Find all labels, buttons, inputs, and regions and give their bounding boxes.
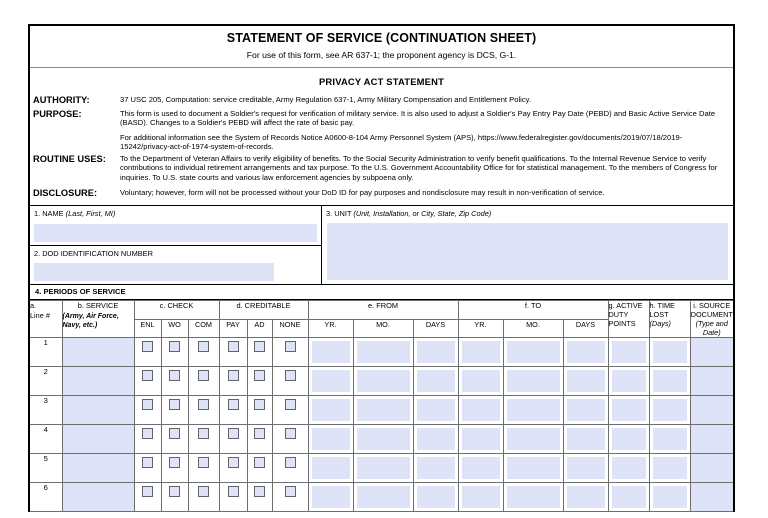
- header-time-lost-hint: (Days): [649, 319, 671, 329]
- row-to-days-value: [567, 428, 605, 450]
- row-to-month-value: [507, 486, 560, 508]
- row-checkbox-ad[interactable]: [247, 367, 272, 396]
- row-time-lost-value: [653, 341, 687, 363]
- header-service-text: b. SERVICE: [77, 301, 119, 311]
- row-time-lost-input[interactable]: [649, 425, 690, 454]
- row-from-month-input[interactable]: [353, 367, 413, 396]
- row-checkbox-com[interactable]: [188, 483, 219, 512]
- unit-input[interactable]: [327, 223, 728, 280]
- form-title-block: [30, 26, 733, 68]
- row-from-days-value: [417, 370, 455, 392]
- identification-left-column: [30, 206, 322, 284]
- row-to-days-value: [567, 457, 605, 479]
- row-from-month-input[interactable]: [353, 425, 413, 454]
- row-line-number: 6: [30, 483, 62, 512]
- row-to-year-input[interactable]: [458, 454, 503, 483]
- row-from-days-value: [417, 457, 455, 479]
- row-checkbox-enl[interactable]: [134, 338, 161, 367]
- row-line-number: 2: [30, 367, 62, 396]
- privacy-routine-uses-row: [30, 154, 733, 183]
- row-from-month-value: [357, 457, 410, 479]
- table-row: [30, 367, 733, 396]
- row-from-month-value: [357, 370, 410, 392]
- routine-uses-label: ROUTINE USES:: [33, 153, 106, 164]
- row-from-days-value: [417, 428, 455, 450]
- table-row: [30, 483, 733, 512]
- checkbox-ad-icon[interactable]: [254, 457, 265, 468]
- row-checkbox-wo[interactable]: [161, 483, 188, 512]
- checkbox-ad-icon[interactable]: [254, 370, 265, 381]
- row-to-days-input[interactable]: [563, 396, 608, 425]
- checkbox-wo-icon[interactable]: [169, 428, 180, 439]
- table-row: [30, 396, 733, 425]
- row-from-days-input[interactable]: [413, 396, 458, 425]
- row-checkbox-wo[interactable]: [161, 425, 188, 454]
- row-from-month-input[interactable]: [353, 396, 413, 425]
- form-sheet: [28, 24, 735, 512]
- row-to-days-value: [567, 341, 605, 363]
- purpose-paragraph-1: This form is used to document a Soldier's request for verification of military service. It is also used to adjust a Soldier's Pay Entry Pay Date (PEBD) and Basic Active Service Date (BASD). Changes to a Soldier's PEBD will affect the rate of basic pay.: [120, 108, 716, 128]
- row-source-document-input[interactable]: [690, 396, 733, 425]
- row-checkbox-none[interactable]: [272, 425, 308, 454]
- header-from-yr: YR.: [308, 319, 353, 338]
- row-checkbox-ad[interactable]: [247, 338, 272, 367]
- checkbox-wo-icon[interactable]: [169, 457, 180, 468]
- header-service: [62, 301, 134, 338]
- row-checkbox-none[interactable]: [272, 338, 308, 367]
- privacy-act-heading: PRIVACY ACT STATEMENT: [318, 76, 445, 87]
- header-source-document-hint: (Type and Date): [695, 319, 728, 338]
- row-active-duty-points-input[interactable]: [608, 483, 649, 512]
- row-active-duty-points-input[interactable]: [608, 338, 649, 367]
- row-from-month-input[interactable]: [353, 338, 413, 367]
- row-from-year-input[interactable]: [308, 483, 353, 512]
- row-from-year-value: [312, 341, 350, 363]
- table-header-group-row: [30, 301, 733, 320]
- row-from-year-value: [312, 399, 350, 421]
- header-line-number: [30, 301, 62, 338]
- row-checkbox-ad[interactable]: [247, 483, 272, 512]
- checkbox-enl-icon[interactable]: [142, 486, 153, 497]
- row-to-month-input[interactable]: [503, 367, 563, 396]
- row-to-month-value: [507, 341, 560, 363]
- row-active-duty-points-value: [612, 486, 646, 508]
- authority-label: AUTHORITY:: [33, 95, 90, 105]
- row-from-month-input[interactable]: [353, 454, 413, 483]
- row-service-input[interactable]: [62, 425, 134, 454]
- row-to-year-value: [462, 486, 500, 508]
- purpose-text: [120, 109, 733, 152]
- row-active-duty-points-value: [612, 341, 646, 363]
- row-to-days-value: [567, 486, 605, 508]
- checkbox-ad-icon[interactable]: [254, 399, 265, 410]
- row-checkbox-enl[interactable]: [134, 396, 161, 425]
- checkbox-pay-icon[interactable]: [228, 399, 239, 410]
- row-active-duty-points-input[interactable]: [608, 425, 649, 454]
- row-to-year-value: [462, 457, 500, 479]
- unit-label: [326, 209, 730, 218]
- row-checkbox-enl[interactable]: [134, 483, 161, 512]
- disclosure-label: DISCLOSURE:: [33, 187, 98, 198]
- purpose-label: PURPOSE:: [33, 108, 82, 119]
- row-from-year-input[interactable]: [308, 338, 353, 367]
- checkbox-none-icon[interactable]: [285, 370, 296, 381]
- row-checkbox-com[interactable]: [188, 396, 219, 425]
- checkbox-com-icon[interactable]: [198, 341, 209, 352]
- privacy-authority-row: [30, 95, 733, 107]
- row-checkbox-ad[interactable]: [247, 454, 272, 483]
- header-check-group: c. CHECK: [134, 301, 219, 320]
- checkbox-ad-icon[interactable]: [254, 486, 265, 497]
- row-to-year-input[interactable]: [458, 396, 503, 425]
- row-to-days-input[interactable]: [563, 454, 608, 483]
- unit-label-hint: (Unit, Installation, or City, State, Zip Code): [353, 209, 492, 219]
- checkbox-pay-icon[interactable]: [228, 341, 239, 352]
- row-to-month-input[interactable]: [503, 454, 563, 483]
- periods-table-body: [30, 338, 733, 512]
- row-checkbox-com[interactable]: [188, 425, 219, 454]
- row-to-month-input[interactable]: [503, 338, 563, 367]
- header-active-duty-points: g. ACTIVE DUTY POINTS: [608, 301, 649, 338]
- privacy-act-statement: [30, 68, 733, 206]
- row-active-duty-points-value: [612, 370, 646, 392]
- row-to-month-value: [507, 399, 560, 421]
- row-to-year-input[interactable]: [458, 367, 503, 396]
- row-checkbox-none[interactable]: [272, 396, 308, 425]
- checkbox-pay-icon[interactable]: [228, 486, 239, 497]
- row-active-duty-points-value: [612, 399, 646, 421]
- header-to-mo: MO.: [503, 319, 563, 338]
- header-source-document-text: i. SOURCE DOCUMENT: [690, 301, 733, 320]
- row-from-days-input[interactable]: [413, 338, 458, 367]
- header-check-wo: WO: [161, 319, 188, 338]
- row-from-month-input[interactable]: [353, 483, 413, 512]
- name-field-cell: [30, 206, 321, 246]
- header-to-days: DAYS: [563, 319, 608, 338]
- dod-id-input[interactable]: [34, 263, 274, 281]
- checkbox-wo-icon[interactable]: [169, 370, 180, 381]
- checkbox-enl-icon[interactable]: [142, 457, 153, 468]
- checkbox-com-icon[interactable]: [198, 428, 209, 439]
- table-row: [30, 338, 733, 367]
- checkbox-wo-icon[interactable]: [169, 399, 180, 410]
- row-active-duty-points-input[interactable]: [608, 454, 649, 483]
- checkbox-pay-icon[interactable]: [228, 457, 239, 468]
- table-row: [30, 454, 733, 483]
- checkbox-com-icon[interactable]: [198, 370, 209, 381]
- page-title: STATEMENT OF SERVICE (CONTINUATION SHEET): [226, 31, 537, 45]
- name-label-text: 1. NAME: [34, 209, 64, 219]
- header-line-a: a.: [30, 301, 37, 311]
- row-from-month-value: [357, 341, 410, 363]
- row-from-year-value: [312, 370, 350, 392]
- row-to-year-value: [462, 399, 500, 421]
- authority-text: 37 USC 205, Computation: service creditable, Army Regulation 637-1, Army Military Compensation and Entitlement Policy.: [120, 95, 531, 104]
- privacy-disclosure-row: [30, 188, 733, 200]
- row-line-number: 4: [30, 425, 62, 454]
- row-checkbox-pay[interactable]: [219, 425, 247, 454]
- row-checkbox-com[interactable]: [188, 367, 219, 396]
- row-to-month-input[interactable]: [503, 396, 563, 425]
- row-from-days-input[interactable]: [413, 425, 458, 454]
- row-checkbox-wo[interactable]: [161, 367, 188, 396]
- checkbox-com-icon[interactable]: [198, 457, 209, 468]
- row-checkbox-enl[interactable]: [134, 367, 161, 396]
- checkbox-enl-icon[interactable]: [142, 428, 153, 439]
- header-from-days: DAYS: [413, 319, 458, 338]
- row-checkbox-pay[interactable]: [219, 367, 247, 396]
- identification-fields: [30, 206, 733, 285]
- checkbox-com-icon[interactable]: [198, 486, 209, 497]
- row-time-lost-value: [653, 370, 687, 392]
- routine-uses-text: To the Department of Veteran Affairs to verify eligibility of benefits. To the Social Security Administration to verify benefit qualifications. To the Internal Revenue Service to verify contributions to individual retirement arrangements and tax purpose. To the U.S. Government Accountability Office for for statistical management. To the members of Congress for inquiries. To U.S. state courts and various law enforcement agencies by subpoena only.: [120, 153, 718, 183]
- row-time-lost-value: [653, 486, 687, 508]
- header-creditable-ad: AD: [247, 319, 272, 338]
- row-to-month-input[interactable]: [503, 425, 563, 454]
- row-time-lost-value: [653, 457, 687, 479]
- checkbox-enl-icon[interactable]: [142, 399, 153, 410]
- row-to-days-value: [567, 399, 605, 421]
- row-to-days-input[interactable]: [563, 483, 608, 512]
- row-checkbox-wo[interactable]: [161, 454, 188, 483]
- unit-field-cell: [322, 206, 733, 284]
- row-source-document-input[interactable]: [690, 483, 733, 512]
- row-from-days-input[interactable]: [413, 454, 458, 483]
- periods-of-service-table: [30, 300, 733, 512]
- checkbox-none-icon[interactable]: [285, 341, 296, 352]
- row-checkbox-pay[interactable]: [219, 338, 247, 367]
- row-time-lost-input[interactable]: [649, 338, 690, 367]
- row-to-days-input[interactable]: [563, 338, 608, 367]
- row-source-document-input[interactable]: [690, 338, 733, 367]
- identification-right-column: [322, 206, 733, 284]
- row-active-duty-points-value: [612, 428, 646, 450]
- periods-of-service-band: 4. PERIODS OF SERVICE: [30, 285, 733, 300]
- row-time-lost-value: [653, 428, 687, 450]
- header-source-document: [690, 301, 733, 338]
- row-from-month-value: [357, 399, 410, 421]
- row-checkbox-none[interactable]: [272, 454, 308, 483]
- checkbox-enl-icon[interactable]: [142, 370, 153, 381]
- row-checkbox-com[interactable]: [188, 454, 219, 483]
- header-creditable-pay: PAY: [219, 319, 247, 338]
- checkbox-none-icon[interactable]: [285, 428, 296, 439]
- row-from-year-value: [312, 486, 350, 508]
- row-source-document-input[interactable]: [690, 454, 733, 483]
- row-to-year-input[interactable]: [458, 338, 503, 367]
- header-line-b: Line #: [30, 310, 50, 320]
- header-check-com: COM: [188, 319, 219, 338]
- header-creditable-group: d. CREDITABLE: [219, 301, 308, 320]
- header-time-lost: [649, 301, 690, 338]
- row-service-input[interactable]: [62, 483, 134, 512]
- row-active-duty-points-input[interactable]: [608, 367, 649, 396]
- row-checkbox-pay[interactable]: [219, 454, 247, 483]
- row-service-input[interactable]: [62, 338, 134, 367]
- row-from-year-input[interactable]: [308, 367, 353, 396]
- row-from-days-value: [417, 486, 455, 508]
- checkbox-none-icon[interactable]: [285, 399, 296, 410]
- row-line-number: 5: [30, 454, 62, 483]
- disclosure-text: Voluntary; however, form will not be processed without your DoD ID for pay purposes and nondisclosure may result in non-verification of service.: [120, 187, 605, 197]
- header-from-mo: MO.: [353, 319, 413, 338]
- row-time-lost-input[interactable]: [649, 396, 690, 425]
- row-active-duty-points-input[interactable]: [608, 396, 649, 425]
- row-checkbox-enl[interactable]: [134, 425, 161, 454]
- checkbox-ad-icon[interactable]: [254, 341, 265, 352]
- header-service-hint: (Army, Air Force, Navy, etc.): [62, 312, 119, 329]
- row-checkbox-wo[interactable]: [161, 396, 188, 425]
- row-checkbox-pay[interactable]: [219, 396, 247, 425]
- name-label-hint: (Last, First, MI): [65, 209, 116, 219]
- form-subtitle: For use of this form, see AR 637-1; the proponent agency is DCS, G-1.: [246, 50, 517, 60]
- row-time-lost-input[interactable]: [649, 483, 690, 512]
- privacy-purpose-row: [30, 109, 733, 152]
- checkbox-enl-icon[interactable]: [142, 341, 153, 352]
- row-to-days-input[interactable]: [563, 367, 608, 396]
- header-from-group: e. FROM: [308, 301, 458, 320]
- row-time-lost-input[interactable]: [649, 367, 690, 396]
- checkbox-ad-icon[interactable]: [254, 428, 265, 439]
- row-from-year-input[interactable]: [308, 454, 353, 483]
- unit-label-text: 3. UNIT: [326, 209, 352, 219]
- row-to-month-value: [507, 370, 560, 392]
- header-creditable-none: NONE: [272, 319, 308, 338]
- checkbox-com-icon[interactable]: [198, 399, 209, 410]
- dod-id-label: 2. DOD IDENTIFICATION NUMBER: [34, 249, 153, 259]
- name-label: [34, 209, 318, 218]
- checkbox-wo-icon[interactable]: [169, 341, 180, 352]
- row-checkbox-com[interactable]: [188, 338, 219, 367]
- row-checkbox-ad[interactable]: [247, 425, 272, 454]
- checkbox-wo-icon[interactable]: [169, 486, 180, 497]
- row-checkbox-pay[interactable]: [219, 483, 247, 512]
- row-service-input[interactable]: [62, 367, 134, 396]
- row-service-input[interactable]: [62, 454, 134, 483]
- row-from-days-value: [417, 399, 455, 421]
- row-time-lost-input[interactable]: [649, 454, 690, 483]
- header-to-yr: YR.: [458, 319, 503, 338]
- row-source-document-input[interactable]: [690, 425, 733, 454]
- row-from-month-value: [357, 428, 410, 450]
- header-to-group: f. TO: [458, 301, 608, 320]
- row-source-document-input[interactable]: [690, 367, 733, 396]
- row-from-days-input[interactable]: [413, 483, 458, 512]
- row-from-days-input[interactable]: [413, 367, 458, 396]
- row-time-lost-value: [653, 399, 687, 421]
- row-active-duty-points-value: [612, 457, 646, 479]
- checkbox-pay-icon[interactable]: [228, 428, 239, 439]
- row-checkbox-enl[interactable]: [134, 454, 161, 483]
- row-from-year-value: [312, 457, 350, 479]
- row-checkbox-none[interactable]: [272, 483, 308, 512]
- row-line-number: 1: [30, 338, 62, 367]
- row-from-year-input[interactable]: [308, 425, 353, 454]
- row-checkbox-wo[interactable]: [161, 338, 188, 367]
- row-from-month-value: [357, 486, 410, 508]
- row-to-days-value: [567, 370, 605, 392]
- purpose-paragraph-2: For additional information see the System of Records Notice A0600-8-104 Army Personnel System (APS), https://www.federalregister.gov/documents/2019/07/18/2019-15242/privacy-act-of-1974-system-of-records.: [120, 132, 683, 152]
- row-to-days-input[interactable]: [563, 425, 608, 454]
- row-checkbox-ad[interactable]: [247, 396, 272, 425]
- row-to-year-value: [462, 428, 500, 450]
- checkbox-none-icon[interactable]: [285, 457, 296, 468]
- row-service-input[interactable]: [62, 396, 134, 425]
- row-to-month-value: [507, 457, 560, 479]
- row-to-year-value: [462, 370, 500, 392]
- checkbox-none-icon[interactable]: [285, 486, 296, 497]
- row-from-year-input[interactable]: [308, 396, 353, 425]
- row-from-year-value: [312, 428, 350, 450]
- checkbox-pay-icon[interactable]: [228, 370, 239, 381]
- table-row: [30, 425, 733, 454]
- row-to-year-input[interactable]: [458, 483, 503, 512]
- row-line-number: 3: [30, 396, 62, 425]
- row-to-month-value: [507, 428, 560, 450]
- row-to-year-value: [462, 341, 500, 363]
- header-check-enl: ENL: [134, 319, 161, 338]
- dod-id-field-cell: [30, 246, 321, 284]
- row-checkbox-none[interactable]: [272, 367, 308, 396]
- row-to-month-input[interactable]: [503, 483, 563, 512]
- row-from-days-value: [417, 341, 455, 363]
- row-to-year-input[interactable]: [458, 425, 503, 454]
- name-input[interactable]: [34, 224, 317, 242]
- header-time-lost-text: h. TIME LOST: [649, 301, 675, 320]
